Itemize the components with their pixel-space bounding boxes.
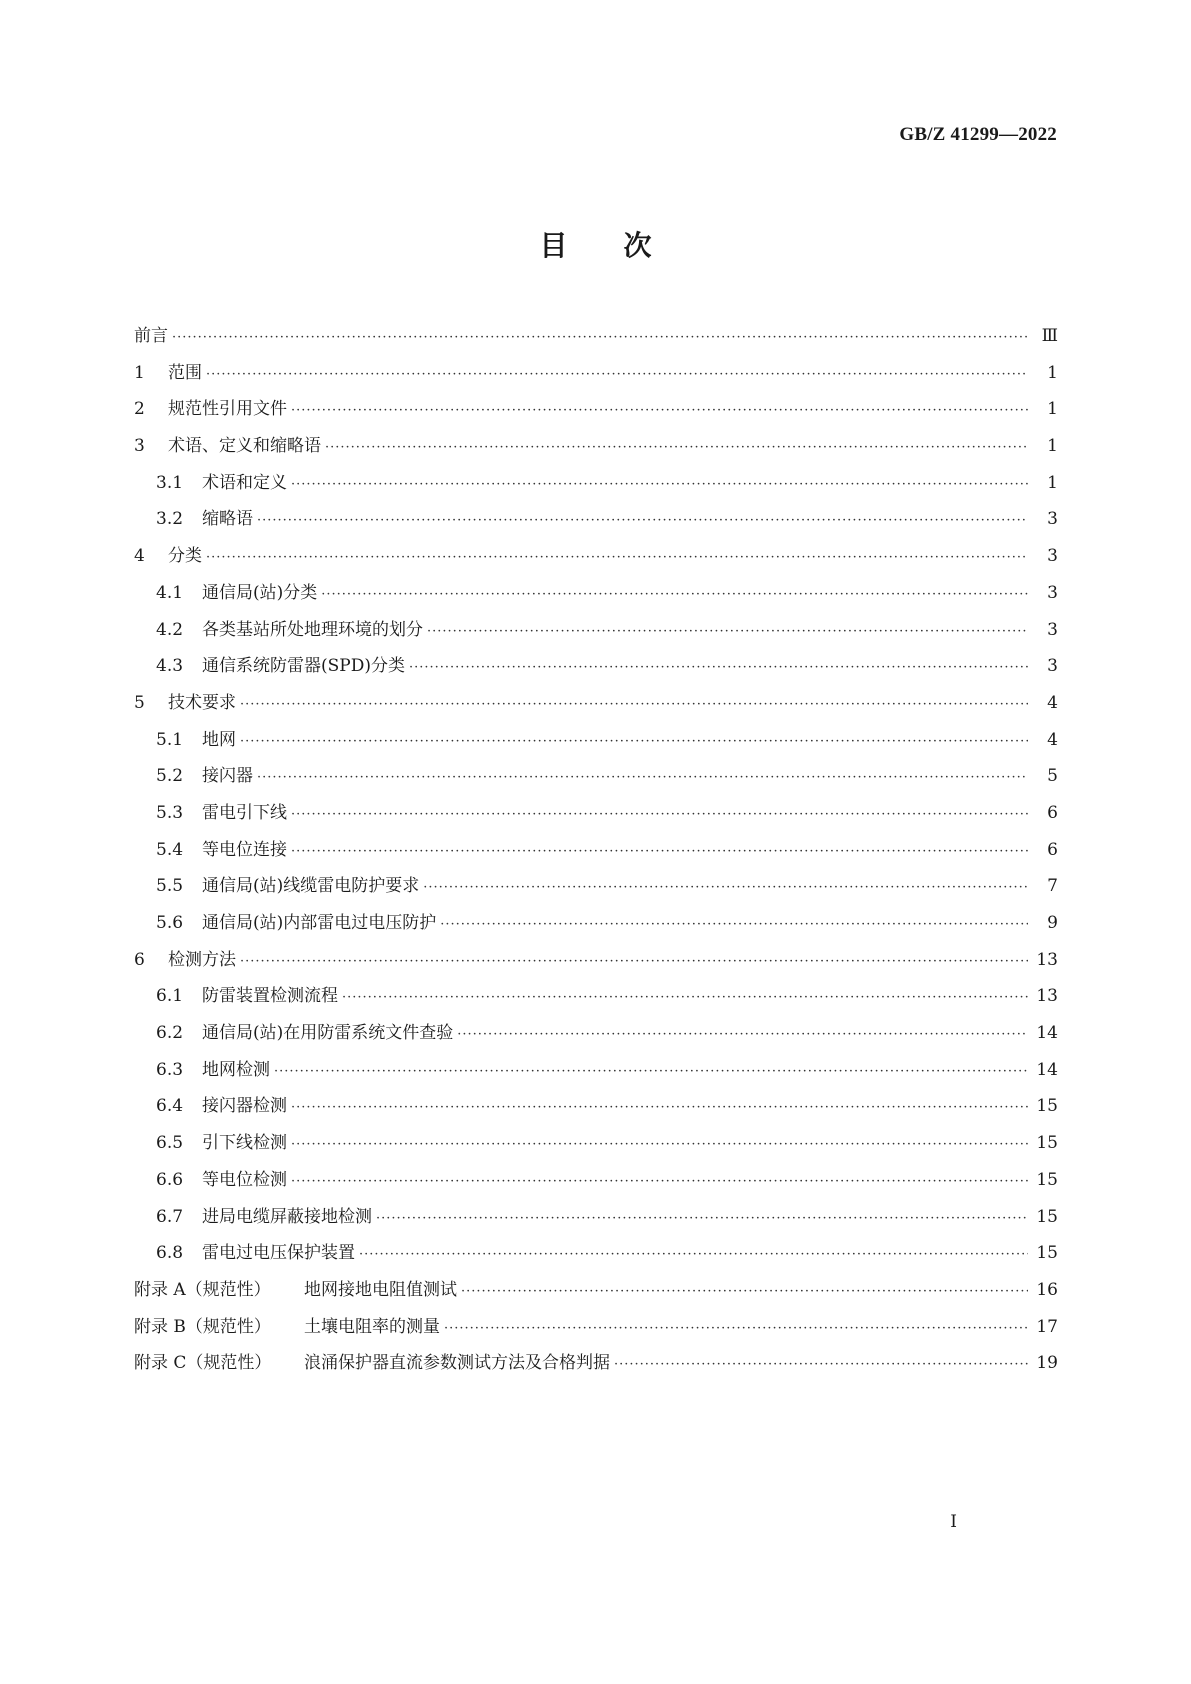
- toc-entry[interactable]: [134, 1058, 1058, 1095]
- toc-entry[interactable]: [134, 1205, 1058, 1242]
- toc-leader: [206, 546, 1028, 570]
- toc-entry-number: 5: [134, 692, 145, 713]
- toc-entry-page: 4: [1047, 692, 1058, 713]
- toc-entry-page: 19: [1036, 1353, 1058, 1374]
- toc-leader: [427, 620, 1028, 644]
- toc-entry[interactable]: [134, 1241, 1058, 1278]
- toc-entry-number: 6: [134, 949, 145, 970]
- page-number: I: [950, 1512, 957, 1532]
- toc-entry-number: 5.1: [156, 729, 184, 750]
- toc-leader: [614, 1353, 1028, 1377]
- toc-entry-page: 15: [1036, 1206, 1058, 1227]
- toc-entry-page: 15: [1036, 1243, 1058, 1264]
- toc-entry-number: 4: [134, 546, 145, 567]
- toc-entry-label: 防雷装置检测流程: [202, 986, 338, 1007]
- appendix-prefix: 附录 B（规范性）: [134, 1316, 271, 1337]
- toc-leader: [257, 766, 1028, 790]
- toc-leader: [240, 693, 1028, 717]
- toc-entry[interactable]: [134, 764, 1058, 801]
- toc-entry-appendix[interactable]: [134, 1278, 1058, 1315]
- toc-entry[interactable]: [134, 948, 1058, 985]
- toc-entry[interactable]: [134, 874, 1058, 911]
- toc-leader: [172, 326, 1028, 350]
- toc-leader: [291, 1133, 1028, 1157]
- toc-entry[interactable]: [134, 544, 1058, 581]
- toc-entry-number: 5.2: [156, 766, 184, 787]
- toc-entry-number: 6.8: [156, 1243, 184, 1264]
- toc-entry-label: 接闪器: [202, 766, 253, 787]
- toc-entry-page: 1: [1047, 399, 1058, 420]
- toc-entry[interactable]: [134, 911, 1058, 948]
- toc-entry-label: 通信局(站)分类: [202, 582, 318, 603]
- toc-leader: [325, 436, 1028, 460]
- toc-leader: [291, 803, 1028, 827]
- toc-entry-page: 14: [1036, 1059, 1058, 1080]
- toc-entry[interactable]: [134, 838, 1058, 875]
- toc-leader: [240, 950, 1028, 974]
- toc-entry[interactable]: [134, 434, 1058, 471]
- toc-entry-page: 15: [1036, 1169, 1058, 1190]
- toc-entry-label: 缩略语: [202, 509, 253, 530]
- toc-entry-label: 雷电过电压保护装置: [202, 1243, 355, 1264]
- toc-entry-label: 术语和定义: [202, 472, 287, 493]
- toc-entry[interactable]: [134, 507, 1058, 544]
- toc-entry-label: 通信系统防雷器(SPD)分类: [202, 656, 405, 677]
- toc-entry-label: 地网: [202, 729, 236, 750]
- toc-entry[interactable]: [134, 618, 1058, 655]
- toc-entry[interactable]: [134, 471, 1058, 508]
- toc-entry-label: 土壤电阻率的测量: [304, 1316, 440, 1337]
- toc-entry[interactable]: [134, 1094, 1058, 1131]
- toc-title: [0, 226, 1191, 266]
- toc-entry-page: 3: [1047, 546, 1058, 567]
- toc-leader: [376, 1207, 1028, 1231]
- toc-leader: [206, 363, 1028, 387]
- toc-entry-number: 6.7: [156, 1206, 184, 1227]
- document-code: GB/Z 41299—2022: [899, 124, 1057, 145]
- toc-entry-label: 规范性引用文件: [168, 399, 287, 420]
- toc-entry-number: 2: [134, 399, 145, 420]
- appendix-prefix: 附录 C（规范性）: [134, 1353, 272, 1374]
- toc-entry-number: 3: [134, 436, 145, 457]
- toc-entry-number: 3.2: [156, 509, 184, 530]
- toc-leader: [291, 1170, 1028, 1194]
- toc-entry-label: 检测方法: [168, 949, 236, 970]
- toc-entry[interactable]: [134, 691, 1058, 728]
- toc-entry-number: 6.5: [156, 1133, 184, 1154]
- appendix-prefix: 附录 A（规范性）: [134, 1279, 271, 1300]
- toc-leader: [440, 913, 1028, 937]
- toc-entry-label: 通信局(站)在用防雷系统文件查验: [202, 1023, 454, 1044]
- toc-entry-number: 4.1: [156, 582, 184, 603]
- toc-entry-page: 3: [1047, 656, 1058, 677]
- toc-entry[interactable]: [134, 984, 1058, 1021]
- toc-entry-label: 技术要求: [168, 692, 236, 713]
- toc-entry-number: 5.6: [156, 913, 184, 933]
- toc-entry-page: 1: [1047, 362, 1058, 383]
- toc-leader: [291, 399, 1028, 423]
- toc-entry-label: 地网检测: [202, 1059, 270, 1080]
- toc-leader: [461, 1280, 1028, 1304]
- toc-entry-label: 术语、定义和缩略语: [168, 436, 321, 457]
- toc-leader: [359, 1243, 1028, 1267]
- toc-entry-number: 1: [134, 362, 145, 383]
- toc-entry[interactable]: [134, 397, 1058, 434]
- toc-entry-number: 5.3: [156, 802, 184, 823]
- toc-entry-label: 等电位连接: [202, 839, 287, 860]
- toc-leader: [423, 876, 1028, 900]
- toc-entry-label: 雷电引下线: [202, 802, 287, 823]
- toc-entry-label: 浪涌保护器直流参数测试方法及合格判据: [304, 1353, 610, 1374]
- toc-leader: [257, 509, 1028, 533]
- toc-entry-page: Ⅲ: [1041, 326, 1058, 346]
- toc-leader: [457, 1023, 1028, 1047]
- toc-entry-number: 3.1: [156, 472, 184, 493]
- toc-entry-number: 6.2: [156, 1023, 184, 1044]
- toc-entry-page: 13: [1036, 949, 1058, 970]
- toc-entry-label: 等电位检测: [202, 1169, 287, 1190]
- toc-entry-page: 3: [1047, 582, 1058, 603]
- toc-entry-page: 3: [1047, 619, 1058, 640]
- toc-entry-page: 7: [1047, 876, 1058, 897]
- toc-entry-page: 6: [1047, 802, 1058, 823]
- toc-entry-page: 5: [1047, 766, 1058, 787]
- toc-entry[interactable]: [134, 324, 1058, 361]
- toc-entry-number: 6.3: [156, 1059, 184, 1080]
- toc-entry-page: 16: [1036, 1279, 1058, 1300]
- toc-entry-number: 4.2: [156, 619, 184, 640]
- toc-entry-label: 通信局(站)内部雷电过电压防护: [202, 913, 437, 933]
- toc-title-char-1: 目: [539, 229, 568, 262]
- toc-entry-label: 进局电缆屏蔽接地检测: [202, 1206, 372, 1227]
- toc-entry-page: 1: [1047, 436, 1058, 457]
- toc-leader: [409, 656, 1028, 680]
- toc-entry-page: 14: [1036, 1023, 1058, 1044]
- toc-entry-appendix[interactable]: [134, 1315, 1058, 1352]
- toc-entry-number: 5.5: [156, 876, 184, 897]
- toc-entry[interactable]: [134, 801, 1058, 838]
- toc-entry[interactable]: [134, 1021, 1058, 1058]
- toc-entry-label: 范围: [168, 362, 202, 383]
- toc-entry-number: 6.4: [156, 1096, 184, 1117]
- toc-entry[interactable]: [134, 1131, 1058, 1168]
- toc-entry[interactable]: [134, 581, 1058, 618]
- toc-leader: [444, 1317, 1028, 1341]
- toc-entry-number: 6.6: [156, 1169, 184, 1190]
- toc-entry-page: 3: [1047, 509, 1058, 530]
- toc-leader: [291, 473, 1028, 497]
- toc-entry-page: 6: [1047, 839, 1058, 860]
- toc-entry[interactable]: [134, 361, 1058, 398]
- toc-entry-page: 4: [1047, 729, 1058, 750]
- toc-entry-label: 引下线检测: [202, 1133, 287, 1154]
- toc-entry-page: 15: [1036, 1133, 1058, 1154]
- toc-entry-label: 地网接地电阻值测试: [304, 1279, 457, 1300]
- toc-entry-label: 分类: [168, 546, 202, 567]
- toc-entry-label: 前言: [134, 326, 168, 346]
- table-of-contents: [134, 324, 1058, 1388]
- toc-entry-number: 5.4: [156, 839, 184, 860]
- toc-entry-page: 15: [1036, 1096, 1058, 1117]
- toc-leader: [240, 730, 1028, 754]
- toc-entry-page: 13: [1036, 986, 1058, 1007]
- toc-entry[interactable]: [134, 654, 1058, 691]
- toc-entry-label: 通信局(站)线缆雷电防护要求: [202, 876, 420, 897]
- toc-entry-label: 各类基站所处地理环境的划分: [202, 619, 423, 640]
- toc-entry-number: 6.1: [156, 986, 184, 1007]
- toc-leader: [274, 1060, 1028, 1084]
- toc-entry-page: 17: [1036, 1316, 1058, 1337]
- toc-entry-appendix[interactable]: [134, 1351, 1058, 1388]
- toc-entry[interactable]: [134, 728, 1058, 765]
- toc-leader: [291, 840, 1028, 864]
- toc-entry-page: 9: [1047, 913, 1058, 933]
- toc-entry-label: 接闪器检测: [202, 1096, 287, 1117]
- toc-title-char-2: 次: [623, 229, 652, 262]
- toc-entry-number: 4.3: [156, 656, 184, 677]
- toc-entry-page: 1: [1047, 472, 1058, 493]
- toc-leader: [342, 986, 1028, 1010]
- toc-entry[interactable]: [134, 1168, 1058, 1205]
- toc-leader: [321, 583, 1028, 607]
- toc-leader: [291, 1096, 1028, 1120]
